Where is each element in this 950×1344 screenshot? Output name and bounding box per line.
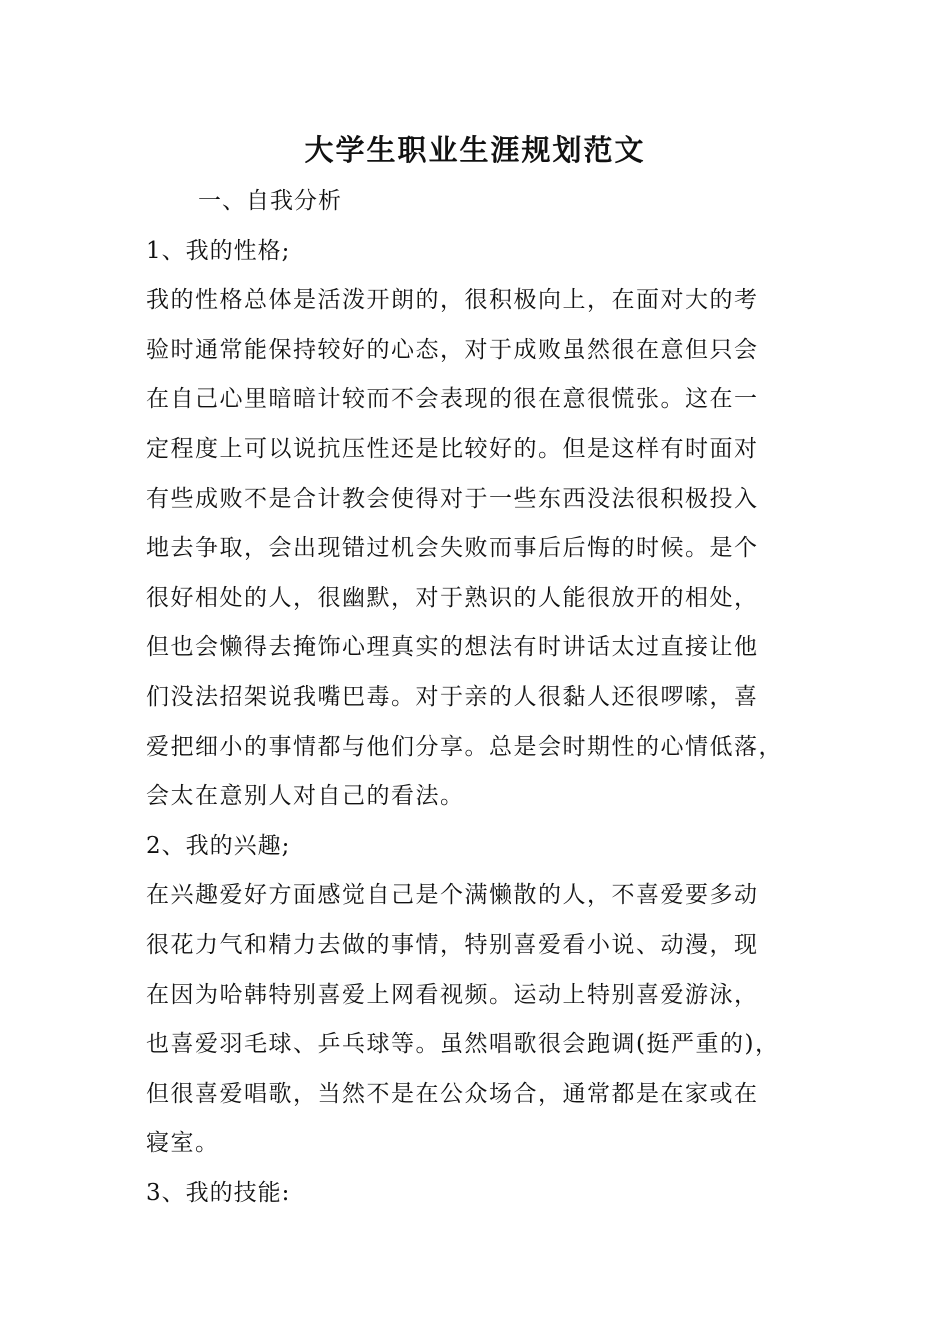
text-line: 地去争取，会出现错过机会失败而事后后悔的时候。是个 xyxy=(146,535,759,562)
text-line: 也喜爱羽毛球、乒乓球等。虽然唱歌很会跑调(挺严重的)， xyxy=(146,1031,780,1058)
text-line: 很好相处的人，很幽默，对于熟识的人能很放开的相处， xyxy=(146,584,759,611)
text-line: 定程度上可以说抗压性还是比较好的。但是这样有时面对 xyxy=(146,435,759,462)
text-line: 但也会懒得去掩饰心理真实的想法有时讲话太过直接让他 xyxy=(146,634,759,661)
personality-heading: 1、我的性格; xyxy=(146,237,291,264)
document-title: 大学生职业生涯规划范文 xyxy=(304,133,646,167)
text-line: 很花力气和精力去做的事情，特别喜爱看小说、动漫，现 xyxy=(146,931,759,958)
text-line: 会太在意别人对自己的看法。 xyxy=(146,783,465,810)
text-line: 但很喜爱唱歌，当然不是在公众场合，通常都是在家或在 xyxy=(146,1080,759,1107)
skills-section xyxy=(146,1169,826,1219)
section-heading: 一、自我分析 xyxy=(198,188,342,214)
text-line: 在兴趣爱好方面感觉自己是个满懒散的人，不喜爱要多动 xyxy=(146,882,759,909)
document-body xyxy=(146,177,826,1218)
interests-heading: 2、我的兴趣; xyxy=(146,832,291,859)
text-line: 寝室。 xyxy=(146,1130,220,1157)
text-line: 爱把细小的事情都与他们分享。总是会时期性的心情低落， xyxy=(146,733,783,760)
skills-heading: 3、我的技能: xyxy=(146,1179,291,1206)
personality-paragraph xyxy=(146,276,826,822)
text-line: 有些成败不是合计教会使得对于一些东西没法很积极投入 xyxy=(146,485,759,512)
interests-paragraph xyxy=(146,871,826,1169)
text-line: 在因为哈韩特别喜爱上网看视频。运动上特别喜爱游泳， xyxy=(146,981,759,1008)
text-line: 我的性格总体是活泼开朗的，很积极向上，在面对大的考 xyxy=(146,287,759,314)
interests-section xyxy=(146,822,826,1169)
text-line: 在自己心里暗暗计较而不会表现的很在意很慌张。这在一 xyxy=(146,386,759,413)
text-line: 验时通常能保持较好的心态，对于成败虽然很在意但只会 xyxy=(146,336,759,363)
personality-section xyxy=(146,227,826,822)
text-line: 们没法招架说我嘴巴毒。对于亲的人很黏人还很啰嗦，喜 xyxy=(146,683,759,710)
